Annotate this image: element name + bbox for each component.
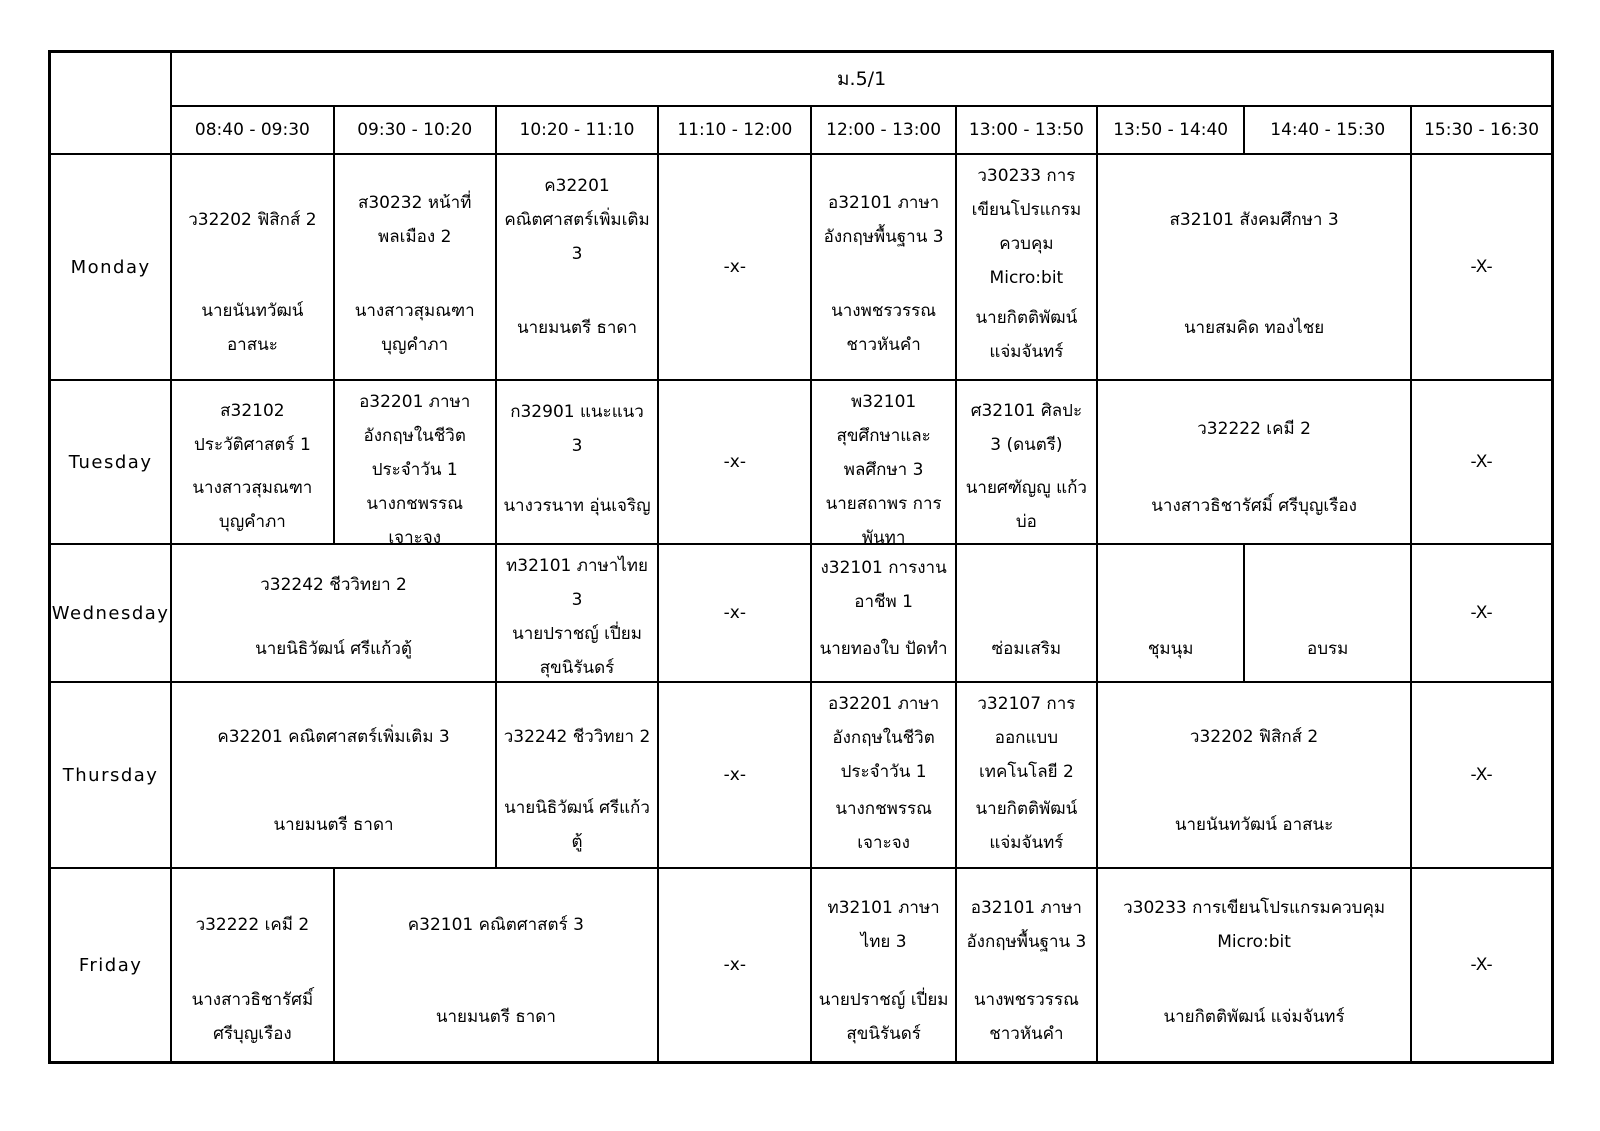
time-slot-header: 12:00 - 13:00 xyxy=(811,106,955,154)
subject-label: ว30233 การเขียนโปรแกรมควบคุม Micro:bit xyxy=(1123,898,1386,952)
timetable-cell xyxy=(1097,154,1411,380)
class-label: ม.5/1 xyxy=(171,52,1552,107)
teacher-name: นางพชรวรรณ ชาวหันคำ xyxy=(973,990,1079,1044)
no-class-marker: -x- xyxy=(723,257,746,277)
timetable-cell-empty xyxy=(658,544,811,682)
subject-label: ก32901 แนะแนว 3 xyxy=(510,401,644,456)
timetable-cell xyxy=(496,380,658,544)
timetable-cell xyxy=(496,154,658,380)
time-slot-header: 14:40 - 15:30 xyxy=(1244,106,1411,154)
timetable-cell xyxy=(811,868,955,1063)
day-label-tuesday: Tuesday xyxy=(50,380,172,544)
teacher-name: นางวรนาท อุ่นเจริญ xyxy=(503,495,651,516)
subject-label: ง32101 การงานอาชีพ 1 xyxy=(820,558,947,613)
timetable-cell-empty xyxy=(658,682,811,868)
subject-label: พ32101 สุขศึกษาและพลศึกษา 3 xyxy=(836,392,931,480)
subject-label: ท32101 ภาษาไทย 3 xyxy=(506,556,648,610)
teacher-name: นายกิตติพัฒน์ แจ่มจันทร์ xyxy=(975,799,1078,853)
corner-cell xyxy=(50,52,172,155)
subject-label: อ32101 ภาษาอังกฤษพื้นฐาน 3 xyxy=(823,193,944,248)
day-label-friday: Friday xyxy=(50,868,172,1063)
timetable-cell xyxy=(811,682,955,868)
timetable-cell xyxy=(956,868,1097,1063)
no-class-marker: -X- xyxy=(1470,603,1493,623)
no-class-marker: -x- xyxy=(723,603,746,623)
class-timetable xyxy=(48,50,1554,1064)
teacher-name: นายนันทวัฒน์ อาสนะ xyxy=(1174,814,1334,835)
day-label-thursday: Thursday xyxy=(50,682,172,868)
subject-label: ว32242 ชีววิทยา 2 xyxy=(503,726,651,747)
day-label-wednesday: Wednesday xyxy=(50,544,172,682)
teacher-name: นายศฑัญญู แก้วบ่อ xyxy=(965,478,1087,532)
timetable-cell xyxy=(1097,380,1411,544)
timetable-cell-empty xyxy=(1411,868,1552,1063)
no-class-marker: -x- xyxy=(723,955,746,975)
subject-label: ว32222 เคมี 2 xyxy=(1197,418,1311,439)
timetable-cell xyxy=(1097,868,1411,1063)
subject-label: ค32201 คณิตศาสตร์เพิ่มเติม 3 xyxy=(217,726,450,747)
no-class-marker: -X- xyxy=(1470,257,1493,277)
timetable-cell xyxy=(811,380,955,544)
teacher-name: นางสาวธิชารัศมิ์ ศรีบุญเรือง xyxy=(1151,495,1357,516)
subject-label: ท32101 ภาษาไทย 3 xyxy=(827,898,940,952)
teacher-name: นายสถาพร การพันทา xyxy=(825,494,942,544)
timetable-cell xyxy=(496,544,658,682)
subject-label: ว30233 การเขียนโปรแกรมควบคุม Micro:bit xyxy=(971,166,1082,288)
activity-label: อบรม xyxy=(1307,639,1349,660)
time-slot-header: 10:20 - 11:10 xyxy=(496,106,658,154)
teacher-name: นายกิตติพัฒน์ แจ่มจันทร์ xyxy=(1163,1007,1345,1027)
subject-label: ว32107 การออกแบบเทคโนโลยี 2 xyxy=(977,694,1076,782)
subject-label: ค32101 คณิตศาสตร์ 3 xyxy=(407,915,584,935)
timetable-cell xyxy=(171,544,496,682)
time-slot-header: 13:00 - 13:50 xyxy=(956,106,1097,154)
timetable-cell xyxy=(1244,544,1411,682)
no-class-marker: -x- xyxy=(723,765,746,785)
subject-label: ค32201 คณิตศาสตร์เพิ่มเติม 3 xyxy=(504,176,650,265)
timetable-cell xyxy=(1097,544,1244,682)
teacher-name: นายมนตรี ธาดา xyxy=(273,814,394,835)
subject-label: ส32102 ประวัติศาสตร์ 1 xyxy=(194,401,311,455)
teacher-name: นายมนตรี ธาดา xyxy=(435,1007,556,1027)
timetable-cell xyxy=(496,682,658,868)
subject-label: ส32101 สังคมศึกษา 3 xyxy=(1169,210,1339,231)
teacher-name: นางพชรวรรณ ชาวหันคำ xyxy=(831,301,937,356)
timetable-cell-empty xyxy=(1411,682,1552,868)
activity-label: ชุมนุม xyxy=(1147,639,1194,660)
timetable-cell xyxy=(171,380,333,544)
activity-label: ซ่อมเสริม xyxy=(991,639,1062,660)
no-class-marker: -x- xyxy=(723,452,746,472)
timetable-cell-empty xyxy=(658,380,811,544)
timetable-cell xyxy=(171,154,333,380)
subject-label: ศ32101 ศิลปะ 3 (ดนตรี) xyxy=(970,401,1083,455)
subject-label: ว32222 เคมี 2 xyxy=(195,915,310,935)
subject-label: อ32201 ภาษาอังกฤษในชีวิตประจำวัน 1 xyxy=(828,694,940,782)
teacher-name: นายสมคิด ทองไชย xyxy=(1183,318,1325,339)
time-slot-header: 09:30 - 10:20 xyxy=(334,106,496,154)
timetable-cell xyxy=(171,868,333,1063)
teacher-name: นางสาวสุมณฑา บุญคำภา xyxy=(192,478,313,532)
no-class-marker: -X- xyxy=(1470,452,1493,472)
subject-label: ว32202 ฟิสิกส์ 2 xyxy=(188,210,317,231)
teacher-name: นายกิตติพัฒน์ แจ่มจันทร์ xyxy=(975,308,1078,362)
time-slot-header: 08:40 - 09:30 xyxy=(171,106,333,154)
timetable-cell xyxy=(956,682,1097,868)
time-slot-header: 13:50 - 14:40 xyxy=(1097,106,1244,154)
teacher-name: นายนันทวัฒน์ อาสนะ xyxy=(201,301,304,356)
teacher-name: นางกชพรรณ เจาะจง xyxy=(835,799,932,853)
day-label-monday: Monday xyxy=(50,154,172,380)
teacher-name: นางสาวธิชารัศมิ์ ศรีบุญเรือง xyxy=(191,990,314,1044)
teacher-name: นางกชพรรณ เจาะจง xyxy=(366,494,463,544)
timetable-cell-empty xyxy=(1411,154,1552,380)
teacher-name: นายนิธิวัฒน์ ศรีแก้วตู้ xyxy=(504,797,650,852)
teacher-name: นายทองใบ ปัดทำ xyxy=(819,639,948,660)
timetable-cell-empty xyxy=(1411,380,1552,544)
subject-label: ว32202 ฟิสิกส์ 2 xyxy=(1189,726,1319,747)
teacher-name: นางสาวสุมณฑา บุญคำภา xyxy=(354,301,475,356)
time-slot-header: 11:10 - 12:00 xyxy=(658,106,811,154)
timetable-cell xyxy=(811,154,955,380)
subject-label: อ32101 ภาษาอังกฤษพื้นฐาน 3 xyxy=(966,898,1087,952)
timetable-cell-empty xyxy=(658,154,811,380)
timetable-cell xyxy=(334,868,659,1063)
timetable-cell xyxy=(1097,682,1411,868)
timetable-cell-empty xyxy=(658,868,811,1063)
no-class-marker: -X- xyxy=(1470,765,1493,785)
timetable-cell xyxy=(811,544,955,682)
timetable-cell xyxy=(956,380,1097,544)
subject-label: ว32242 ชีววิทยา 2 xyxy=(260,575,407,596)
teacher-name: นายมนตรี ธาดา xyxy=(516,318,638,339)
no-class-marker: -X- xyxy=(1470,955,1493,975)
timetable-cell xyxy=(334,154,496,380)
timetable-cell xyxy=(956,544,1097,682)
timetable-cell xyxy=(171,682,496,868)
timetable-cell-empty xyxy=(1411,544,1552,682)
timetable-cell xyxy=(956,154,1097,380)
subject-label: ส30232 หน้าที่พลเมือง 2 xyxy=(357,193,472,248)
teacher-name: นายปราชญ์ เปี่ยมสุขนิรันดร์ xyxy=(818,990,949,1044)
timetable-cell xyxy=(334,380,496,544)
teacher-name: นายปราชญ์ เปี่ยมสุขนิรันดร์ xyxy=(512,624,642,678)
time-slot-header: 15:30 - 16:30 xyxy=(1411,106,1552,154)
teacher-name: นายนิธิวัฒน์ ศรีแก้วตู้ xyxy=(255,639,412,660)
subject-label: อ32201 ภาษาอังกฤษในชีวิตประจำวัน 1 xyxy=(359,392,471,480)
